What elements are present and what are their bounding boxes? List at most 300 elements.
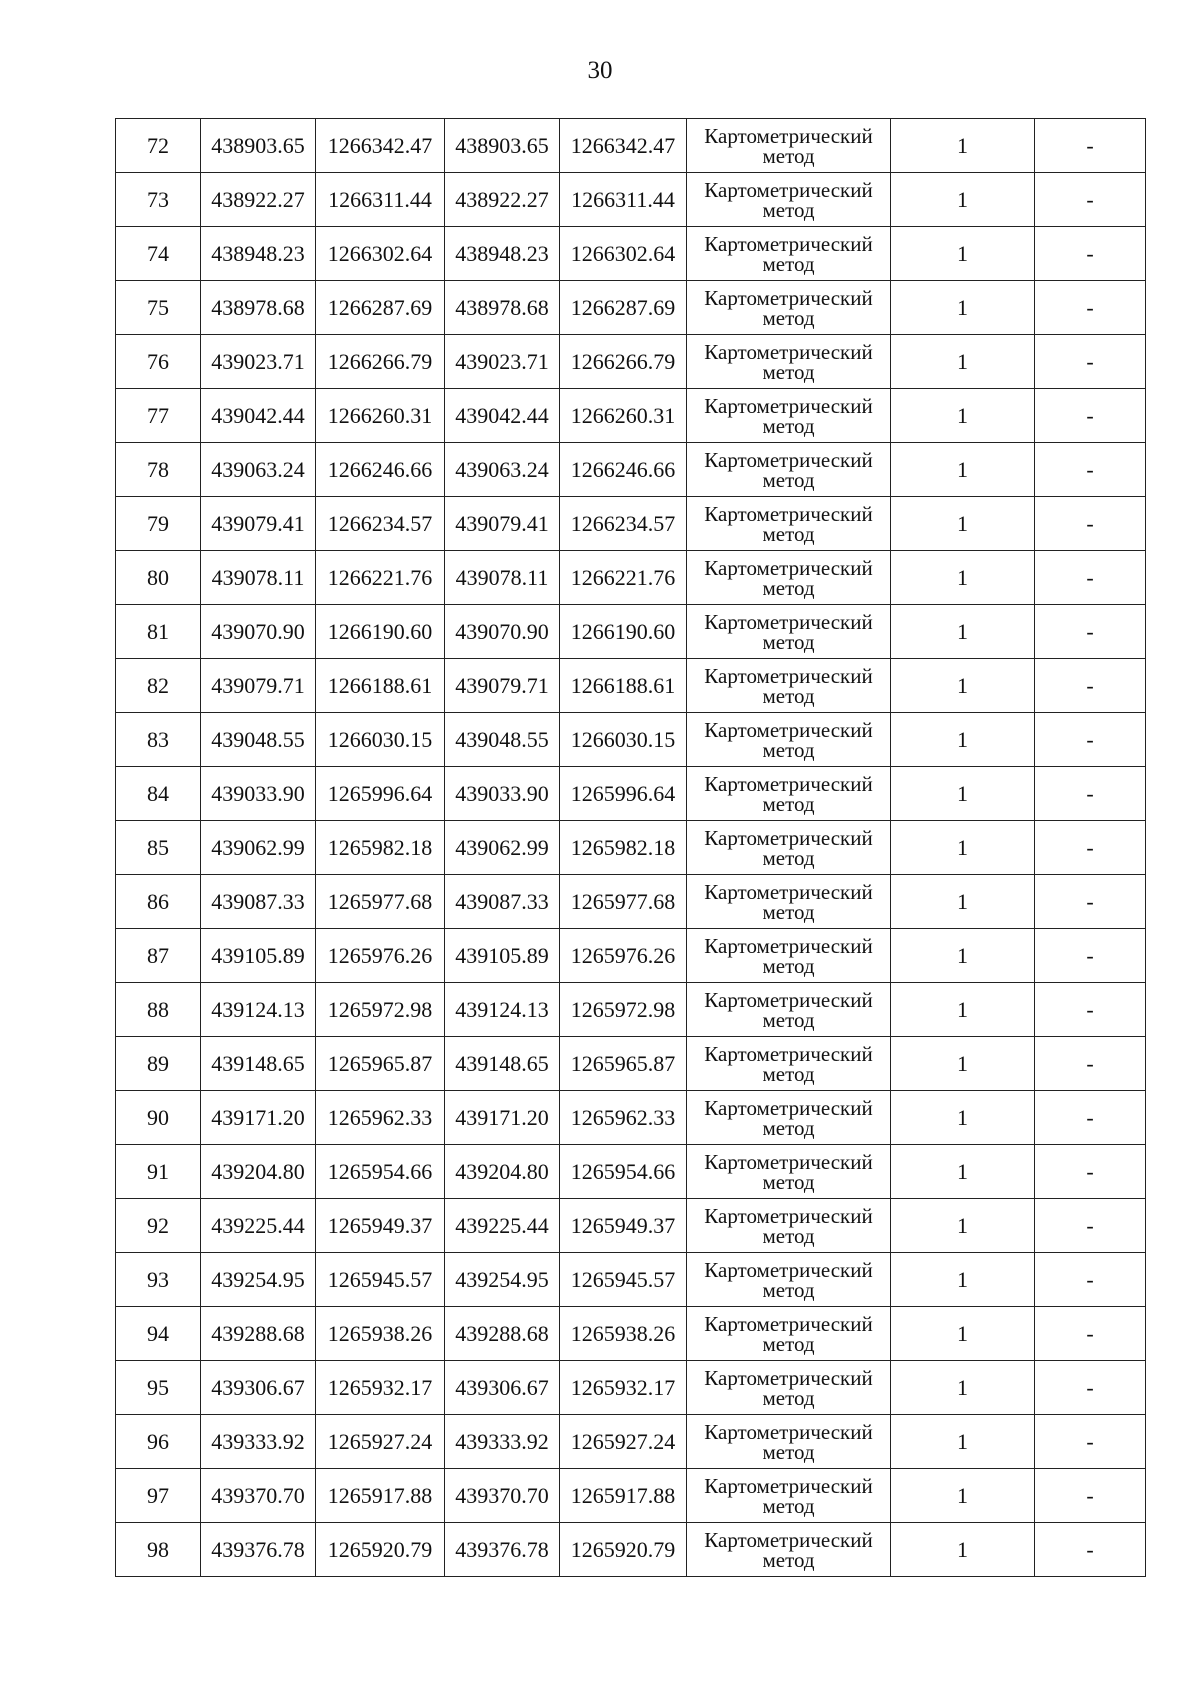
x-old-cell: 438948.23 — [201, 227, 316, 281]
method-cell — [687, 1361, 891, 1415]
method-label-line2: метод — [762, 467, 815, 492]
accuracy-cell: 1 — [891, 713, 1035, 767]
y-new-cell: 1266188.61 — [560, 659, 687, 713]
method-label-line1: Картометрический — [704, 555, 873, 580]
y-new-cell: 1266234.57 — [560, 497, 687, 551]
method-cell — [687, 767, 891, 821]
y-old-cell: 1265977.68 — [316, 875, 445, 929]
x-old-cell: 439288.68 — [201, 1307, 316, 1361]
table-row — [116, 551, 1146, 605]
table-row — [116, 1199, 1146, 1253]
table-row — [116, 713, 1146, 767]
point-number-cell: 85 — [116, 821, 201, 875]
y-new-cell: 1265938.26 — [560, 1307, 687, 1361]
y-new-cell: 1265976.26 — [560, 929, 687, 983]
method-cell — [687, 1091, 891, 1145]
method-label-line2: метод — [762, 575, 815, 600]
point-number-cell: 97 — [116, 1469, 201, 1523]
x-new-cell: 439079.71 — [445, 659, 560, 713]
method-cell — [687, 1199, 891, 1253]
description-cell: - — [1035, 389, 1146, 443]
y-new-cell: 1265920.79 — [560, 1523, 687, 1577]
y-new-cell: 1266311.44 — [560, 173, 687, 227]
method-label-line1: Картометрический — [704, 1203, 873, 1228]
method-cell — [687, 335, 891, 389]
table-row — [116, 119, 1146, 173]
table-row — [116, 1415, 1146, 1469]
y-old-cell: 1265917.88 — [316, 1469, 445, 1523]
y-new-cell: 1265945.57 — [560, 1253, 687, 1307]
table-row — [116, 767, 1146, 821]
description-cell: - — [1035, 1145, 1146, 1199]
method-cell — [687, 389, 891, 443]
y-old-cell: 1265962.33 — [316, 1091, 445, 1145]
x-old-cell: 439070.90 — [201, 605, 316, 659]
x-old-cell: 439048.55 — [201, 713, 316, 767]
method-cell — [687, 1253, 891, 1307]
y-new-cell: 1266246.66 — [560, 443, 687, 497]
x-old-cell: 439042.44 — [201, 389, 316, 443]
description-cell: - — [1035, 983, 1146, 1037]
method-label-line2: метод — [762, 737, 815, 762]
x-new-cell: 439023.71 — [445, 335, 560, 389]
accuracy-cell: 1 — [891, 551, 1035, 605]
method-label-line1: Картометрический — [704, 501, 873, 526]
y-old-cell: 1266246.66 — [316, 443, 445, 497]
point-number-cell: 98 — [116, 1523, 201, 1577]
x-new-cell: 439105.89 — [445, 929, 560, 983]
method-cell — [687, 713, 891, 767]
y-old-cell: 1265982.18 — [316, 821, 445, 875]
method-label-line1: Картометрический — [704, 177, 873, 202]
point-number-cell: 77 — [116, 389, 201, 443]
accuracy-cell: 1 — [891, 173, 1035, 227]
method-label-line2: метод — [762, 1439, 815, 1464]
method-label-line1: Картометрический — [704, 1041, 873, 1066]
x-old-cell: 439078.11 — [201, 551, 316, 605]
method-cell — [687, 1037, 891, 1091]
x-new-cell: 439079.41 — [445, 497, 560, 551]
method-cell — [687, 821, 891, 875]
x-old-cell: 439333.92 — [201, 1415, 316, 1469]
y-new-cell: 1265982.18 — [560, 821, 687, 875]
method-label-line1: Картометрический — [704, 447, 873, 472]
method-label-line1: Картометрический — [704, 825, 873, 850]
x-old-cell: 438903.65 — [201, 119, 316, 173]
method-label-line1: Картометрический — [704, 609, 873, 634]
x-old-cell: 439171.20 — [201, 1091, 316, 1145]
x-old-cell: 439079.71 — [201, 659, 316, 713]
description-cell: - — [1035, 1415, 1146, 1469]
y-new-cell: 1265962.33 — [560, 1091, 687, 1145]
accuracy-cell: 1 — [891, 821, 1035, 875]
method-label-line2: метод — [762, 143, 815, 168]
y-new-cell: 1265996.64 — [560, 767, 687, 821]
method-cell — [687, 497, 891, 551]
description-cell: - — [1035, 929, 1146, 983]
method-label-line2: метод — [762, 1547, 815, 1572]
point-number-cell: 83 — [116, 713, 201, 767]
method-label-line1: Картометрический — [704, 1311, 873, 1336]
y-old-cell: 1266302.64 — [316, 227, 445, 281]
accuracy-cell: 1 — [891, 929, 1035, 983]
x-new-cell: 439033.90 — [445, 767, 560, 821]
page-number: 30 — [587, 57, 613, 84]
x-new-cell: 439288.68 — [445, 1307, 560, 1361]
x-new-cell: 439062.99 — [445, 821, 560, 875]
x-new-cell: 439063.24 — [445, 443, 560, 497]
x-old-cell: 439033.90 — [201, 767, 316, 821]
x-new-cell: 439087.33 — [445, 875, 560, 929]
accuracy-cell: 1 — [891, 1307, 1035, 1361]
method-label-line2: метод — [762, 953, 815, 978]
description-cell: - — [1035, 605, 1146, 659]
method-cell — [687, 443, 891, 497]
table-row — [116, 281, 1146, 335]
method-label-line1: Картометрический — [704, 1473, 873, 1498]
y-new-cell: 1265965.87 — [560, 1037, 687, 1091]
description-cell: - — [1035, 551, 1146, 605]
method-cell — [687, 875, 891, 929]
method-cell — [687, 1469, 891, 1523]
table-row — [116, 227, 1146, 281]
y-old-cell: 1265927.24 — [316, 1415, 445, 1469]
method-label-line2: метод — [762, 629, 815, 654]
x-new-cell: 438978.68 — [445, 281, 560, 335]
table-row — [116, 335, 1146, 389]
method-label-line2: метод — [762, 791, 815, 816]
table-row — [116, 173, 1146, 227]
point-number-cell: 80 — [116, 551, 201, 605]
table-row — [116, 929, 1146, 983]
table-row — [116, 983, 1146, 1037]
method-cell — [687, 1523, 891, 1577]
x-new-cell: 439376.78 — [445, 1523, 560, 1577]
y-old-cell: 1265949.37 — [316, 1199, 445, 1253]
method-label-line2: метод — [762, 1007, 815, 1032]
x-old-cell: 439204.80 — [201, 1145, 316, 1199]
method-label-line1: Картометрический — [704, 663, 873, 688]
y-new-cell: 1265949.37 — [560, 1199, 687, 1253]
description-cell: - — [1035, 659, 1146, 713]
y-old-cell: 1266221.76 — [316, 551, 445, 605]
description-cell: - — [1035, 1091, 1146, 1145]
accuracy-cell: 1 — [891, 1361, 1035, 1415]
accuracy-cell: 1 — [891, 1415, 1035, 1469]
y-old-cell: 1265996.64 — [316, 767, 445, 821]
y-new-cell: 1266221.76 — [560, 551, 687, 605]
x-old-cell: 438978.68 — [201, 281, 316, 335]
y-old-cell: 1265954.66 — [316, 1145, 445, 1199]
point-number-cell: 78 — [116, 443, 201, 497]
method-label-line2: метод — [762, 305, 815, 330]
y-new-cell: 1266260.31 — [560, 389, 687, 443]
description-cell: - — [1035, 443, 1146, 497]
x-old-cell: 439148.65 — [201, 1037, 316, 1091]
method-cell — [687, 1307, 891, 1361]
accuracy-cell: 1 — [891, 389, 1035, 443]
method-label-line2: метод — [762, 413, 815, 438]
x-new-cell: 439370.70 — [445, 1469, 560, 1523]
y-old-cell: 1265920.79 — [316, 1523, 445, 1577]
x-old-cell: 439062.99 — [201, 821, 316, 875]
point-number-cell: 91 — [116, 1145, 201, 1199]
description-cell: - — [1035, 767, 1146, 821]
table-row — [116, 875, 1146, 929]
accuracy-cell: 1 — [891, 1523, 1035, 1577]
description-cell: - — [1035, 335, 1146, 389]
point-number-cell: 86 — [116, 875, 201, 929]
description-cell: - — [1035, 497, 1146, 551]
x-old-cell: 439105.89 — [201, 929, 316, 983]
table-row — [116, 443, 1146, 497]
point-number-cell: 95 — [116, 1361, 201, 1415]
method-label-line2: метод — [762, 683, 815, 708]
table-row — [116, 821, 1146, 875]
method-label-line1: Картометрический — [704, 879, 873, 904]
method-label-line2: метод — [762, 899, 815, 924]
description-cell: - — [1035, 1361, 1146, 1415]
point-number-cell: 94 — [116, 1307, 201, 1361]
y-old-cell: 1265932.17 — [316, 1361, 445, 1415]
x-old-cell: 439023.71 — [201, 335, 316, 389]
y-old-cell: 1265938.26 — [316, 1307, 445, 1361]
method-label-line1: Картометрический — [704, 231, 873, 256]
x-old-cell: 439254.95 — [201, 1253, 316, 1307]
point-number-cell: 73 — [116, 173, 201, 227]
accuracy-cell: 1 — [891, 497, 1035, 551]
x-new-cell: 438948.23 — [445, 227, 560, 281]
method-cell — [687, 605, 891, 659]
method-label-line2: метод — [762, 359, 815, 384]
table-row — [116, 605, 1146, 659]
y-old-cell: 1266287.69 — [316, 281, 445, 335]
point-number-cell: 75 — [116, 281, 201, 335]
method-cell — [687, 551, 891, 605]
point-number-cell: 90 — [116, 1091, 201, 1145]
accuracy-cell: 1 — [891, 605, 1035, 659]
y-old-cell: 1265945.57 — [316, 1253, 445, 1307]
accuracy-cell: 1 — [891, 659, 1035, 713]
method-label-line1: Картометрический — [704, 393, 873, 418]
x-new-cell: 438903.65 — [445, 119, 560, 173]
method-label-line2: метод — [762, 521, 815, 546]
method-label-line2: метод — [762, 1331, 815, 1356]
method-label-line1: Картометрический — [704, 123, 873, 148]
y-old-cell: 1266188.61 — [316, 659, 445, 713]
y-new-cell: 1266190.60 — [560, 605, 687, 659]
y-old-cell: 1266311.44 — [316, 173, 445, 227]
y-old-cell: 1265972.98 — [316, 983, 445, 1037]
description-cell: - — [1035, 1469, 1146, 1523]
y-old-cell: 1266190.60 — [316, 605, 445, 659]
point-number-cell: 88 — [116, 983, 201, 1037]
method-cell — [687, 1145, 891, 1199]
y-old-cell: 1266266.79 — [316, 335, 445, 389]
method-label-line1: Картометрический — [704, 339, 873, 364]
method-cell — [687, 119, 891, 173]
description-cell: - — [1035, 173, 1146, 227]
x-old-cell: 439306.67 — [201, 1361, 316, 1415]
method-label-line1: Картометрический — [704, 987, 873, 1012]
x-new-cell: 439204.80 — [445, 1145, 560, 1199]
description-cell: - — [1035, 1523, 1146, 1577]
accuracy-cell: 1 — [891, 227, 1035, 281]
y-old-cell: 1265965.87 — [316, 1037, 445, 1091]
accuracy-cell: 1 — [891, 119, 1035, 173]
x-new-cell: 439306.67 — [445, 1361, 560, 1415]
table-row — [116, 1469, 1146, 1523]
description-cell: - — [1035, 119, 1146, 173]
y-new-cell: 1266030.15 — [560, 713, 687, 767]
point-number-cell: 96 — [116, 1415, 201, 1469]
y-new-cell: 1265954.66 — [560, 1145, 687, 1199]
y-new-cell: 1265977.68 — [560, 875, 687, 929]
method-cell — [687, 659, 891, 713]
method-label-line1: Картометрический — [704, 285, 873, 310]
table-row — [116, 1253, 1146, 1307]
x-old-cell: 439087.33 — [201, 875, 316, 929]
method-cell — [687, 1415, 891, 1469]
description-cell: - — [1035, 1253, 1146, 1307]
x-new-cell: 439225.44 — [445, 1199, 560, 1253]
x-new-cell: 438922.27 — [445, 173, 560, 227]
accuracy-cell: 1 — [891, 335, 1035, 389]
table-row — [116, 389, 1146, 443]
point-number-cell: 76 — [116, 335, 201, 389]
description-cell: - — [1035, 875, 1146, 929]
y-old-cell: 1266342.47 — [316, 119, 445, 173]
y-old-cell: 1265976.26 — [316, 929, 445, 983]
point-number-cell: 81 — [116, 605, 201, 659]
point-number-cell: 89 — [116, 1037, 201, 1091]
point-number-cell: 93 — [116, 1253, 201, 1307]
y-new-cell: 1265972.98 — [560, 983, 687, 1037]
accuracy-cell: 1 — [891, 1145, 1035, 1199]
y-new-cell: 1266287.69 — [560, 281, 687, 335]
method-label-line2: метод — [762, 1169, 815, 1194]
table-row — [116, 1361, 1146, 1415]
x-old-cell: 439124.13 — [201, 983, 316, 1037]
x-new-cell: 439048.55 — [445, 713, 560, 767]
method-cell — [687, 281, 891, 335]
accuracy-cell: 1 — [891, 875, 1035, 929]
accuracy-cell: 1 — [891, 1469, 1035, 1523]
x-new-cell: 439042.44 — [445, 389, 560, 443]
method-label-line1: Картометрический — [704, 771, 873, 796]
x-new-cell: 439070.90 — [445, 605, 560, 659]
description-cell: - — [1035, 281, 1146, 335]
y-new-cell: 1265932.17 — [560, 1361, 687, 1415]
accuracy-cell: 1 — [891, 1091, 1035, 1145]
x-old-cell: 439225.44 — [201, 1199, 316, 1253]
method-label-line2: метод — [762, 1385, 815, 1410]
method-label-line1: Картометрический — [704, 717, 873, 742]
accuracy-cell: 1 — [891, 1199, 1035, 1253]
table-row — [116, 1037, 1146, 1091]
table-row — [116, 1145, 1146, 1199]
x-old-cell: 438922.27 — [201, 173, 316, 227]
x-old-cell: 439370.70 — [201, 1469, 316, 1523]
x-new-cell: 439333.92 — [445, 1415, 560, 1469]
x-new-cell: 439254.95 — [445, 1253, 560, 1307]
description-cell: - — [1035, 713, 1146, 767]
y-old-cell: 1266234.57 — [316, 497, 445, 551]
method-label-line2: метод — [762, 1277, 815, 1302]
y-new-cell: 1265917.88 — [560, 1469, 687, 1523]
y-old-cell: 1266030.15 — [316, 713, 445, 767]
x-new-cell: 439078.11 — [445, 551, 560, 605]
x-old-cell: 439063.24 — [201, 443, 316, 497]
table-row — [116, 1523, 1146, 1577]
method-cell — [687, 173, 891, 227]
method-label-line2: метод — [762, 1061, 815, 1086]
method-label-line2: метод — [762, 845, 815, 870]
description-cell: - — [1035, 1037, 1146, 1091]
x-new-cell: 439171.20 — [445, 1091, 560, 1145]
x-new-cell: 439124.13 — [445, 983, 560, 1037]
table-body — [116, 119, 1146, 1577]
y-new-cell: 1266302.64 — [560, 227, 687, 281]
table-row — [116, 1091, 1146, 1145]
point-number-cell: 82 — [116, 659, 201, 713]
accuracy-cell: 1 — [891, 767, 1035, 821]
coordinates-table — [115, 118, 1146, 1577]
method-label-line1: Картометрический — [704, 1149, 873, 1174]
accuracy-cell: 1 — [891, 983, 1035, 1037]
description-cell: - — [1035, 1199, 1146, 1253]
accuracy-cell: 1 — [891, 281, 1035, 335]
method-label-line1: Картометрический — [704, 1365, 873, 1390]
method-cell — [687, 227, 891, 281]
method-label-line2: метод — [762, 1115, 815, 1140]
table-row — [116, 1307, 1146, 1361]
point-number-cell: 87 — [116, 929, 201, 983]
method-label-line1: Картометрический — [704, 1419, 873, 1444]
point-number-cell: 74 — [116, 227, 201, 281]
method-label-line1: Картометрический — [704, 1527, 873, 1552]
point-number-cell: 84 — [116, 767, 201, 821]
method-label-line2: метод — [762, 251, 815, 276]
method-label-line1: Картометрический — [704, 933, 873, 958]
x-old-cell: 439079.41 — [201, 497, 316, 551]
accuracy-cell: 1 — [891, 1037, 1035, 1091]
description-cell: - — [1035, 227, 1146, 281]
point-number-cell: 72 — [116, 119, 201, 173]
accuracy-cell: 1 — [891, 1253, 1035, 1307]
y-new-cell: 1266266.79 — [560, 335, 687, 389]
table-row — [116, 659, 1146, 713]
x-old-cell: 439376.78 — [201, 1523, 316, 1577]
y-old-cell: 1266260.31 — [316, 389, 445, 443]
method-label-line2: метод — [762, 1493, 815, 1518]
method-label-line2: метод — [762, 1223, 815, 1248]
y-new-cell: 1266342.47 — [560, 119, 687, 173]
point-number-cell: 92 — [116, 1199, 201, 1253]
description-cell: - — [1035, 821, 1146, 875]
method-cell — [687, 929, 891, 983]
point-number-cell: 79 — [116, 497, 201, 551]
description-cell: - — [1035, 1307, 1146, 1361]
method-label-line2: метод — [762, 197, 815, 222]
method-label-line1: Картометрический — [704, 1095, 873, 1120]
method-cell — [687, 983, 891, 1037]
x-new-cell: 439148.65 — [445, 1037, 560, 1091]
accuracy-cell: 1 — [891, 443, 1035, 497]
y-new-cell: 1265927.24 — [560, 1415, 687, 1469]
method-label-line1: Картометрический — [704, 1257, 873, 1282]
table-row — [116, 497, 1146, 551]
